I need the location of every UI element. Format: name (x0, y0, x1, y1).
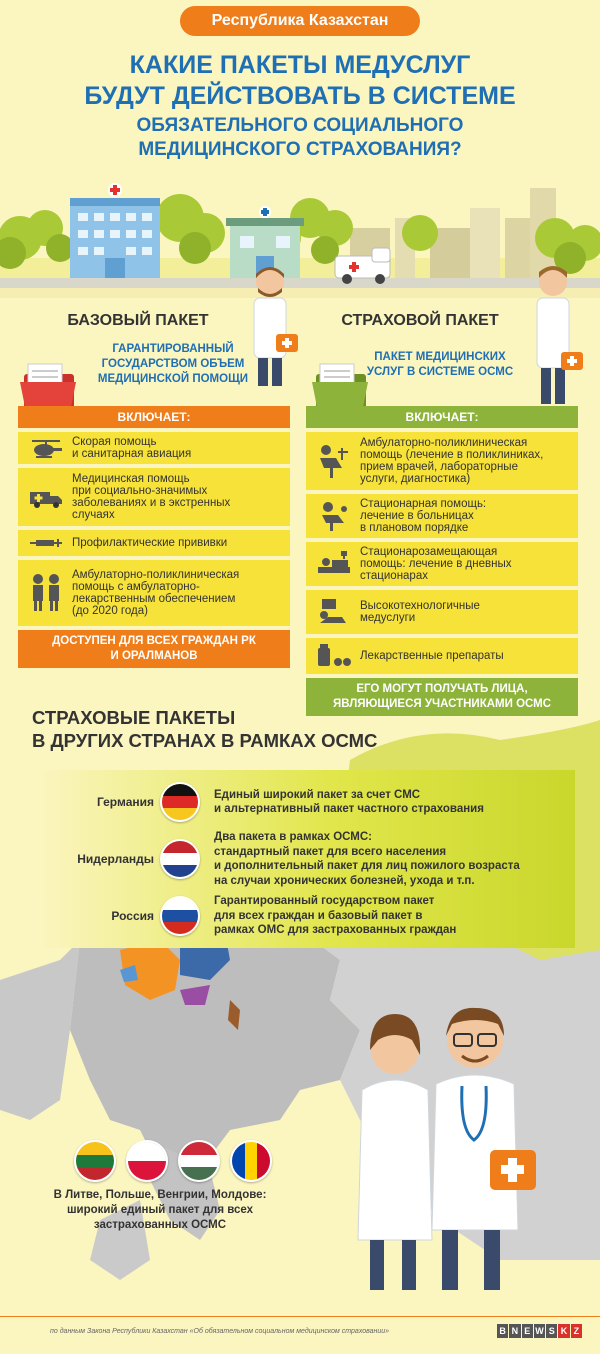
insured-item-high-tech: Высокотехнологичные медуслуги (306, 590, 578, 634)
basic-package-title: БАЗОВЫЙ ПАКЕТ (67, 312, 209, 329)
russia-flag-icon (160, 896, 200, 936)
country-name: Россия (111, 909, 154, 923)
medical-equipment-icon (316, 597, 352, 627)
city-illustration (0, 178, 600, 298)
medicine-icon (316, 644, 352, 668)
region-badge: Республика Казахстан (180, 6, 420, 36)
basic-item-outpatient: Амбулаторно-поликлиническая помощь с амбулаторно- лекарственным обеспечением (до 2020 года) (18, 560, 290, 626)
country-name: Нидерланды (77, 852, 154, 866)
country-description: Единый широкий пакет за счет СМС и альтернативный пакет частного страхования (214, 788, 484, 815)
doctors-illustration (350, 1000, 540, 1300)
country-description: Два пакета в рамках ОСМС: стандартный пакет для всего населения и дополнительный пакет для лиц пожилого возраста на случаи хронических болезней, ухода и т.п. (214, 831, 520, 887)
country-name: Германия (96, 795, 154, 809)
basic-includes-header: ВКЛЮЧАЕТ: (18, 406, 290, 428)
page-title: КАКИЕ ПАКЕТЫ МЕДУСЛУГ БУДУТ ДЕЙСТВОВАТЬ В СИСТЕМЕ (84, 51, 516, 110)
insured-includes-header: ВКЛЮЧАЕТ: (306, 406, 578, 428)
footer-divider (0, 1316, 600, 1317)
basic-item-vaccination: Профилактические прививки (18, 530, 290, 556)
netherlands-flag-icon (160, 839, 200, 879)
insured-eligibility-note: ЕГО МОГУТ ПОЛУЧАТЬ ЛИЦА, ЯВЛЯЮЩИЕСЯ УЧАСТНИКАМИ ОСМС (306, 678, 578, 716)
basic-package-subtitle: ГАРАНТИРОВАННЫЙ ГОСУДАРСТВОМ ОБЪЕМ МЕДИЦИНСКОЙ ПОМОЩИ (97, 343, 249, 385)
hospital-bed-icon (316, 549, 352, 579)
ambulance-icon (28, 486, 64, 508)
country-row-germany (44, 780, 574, 824)
syringe-icon (28, 536, 64, 550)
page-subtitle: ОБЯЗАТЕЛЬНОГО СОЦИАЛЬНОГО МЕДИЦИНСКОГО СТРАХОВАНИЯ? (136, 115, 464, 160)
insured-package-subtitle: ПАКЕТ МЕДИЦИНСКИХ УСЛУГ В СИСТЕМЕ ОСМС (366, 351, 514, 378)
basic-availability-note: ДОСТУПЕН ДЛЯ ВСЕХ ГРАЖДАН РК И ОРАЛМАНОВ (18, 630, 290, 668)
moldova-flag-icon (230, 1140, 272, 1182)
other-countries-note: В Литве, Польше, Венгрии, Молдове: широкий единый пакет для всех застрахованных ОСМС (53, 1189, 267, 1231)
country-description: Гарантированный государством пакет для всех граждан и базовый пакет в рамках ОМС для застрахованных граждан (214, 895, 457, 937)
insured-package-box (306, 406, 578, 716)
insured-item-medicines: Лекарственные препараты (306, 638, 578, 674)
insured-item-inpatient: Стационарная помощь: лечение в больницах в плановом порядке (306, 494, 578, 538)
hospital-chair-icon (316, 501, 352, 531)
source-note: по данным Закона Республики Казахстан «Об обязательном социальном медицинском страховании» (50, 1328, 390, 1335)
insured-package-title: СТРАХОВОЙ ПАКЕТ (341, 312, 499, 329)
germany-flag-icon (160, 782, 200, 822)
lithuania-flag-icon (74, 1140, 116, 1182)
bnews-logo: B N E W S K Z (497, 1324, 583, 1338)
country-row-netherlands (44, 831, 574, 887)
small-flags (74, 1140, 272, 1182)
country-row-russia (44, 894, 574, 938)
insured-item-day-hospital: Стационарозамещающая помощь: лечение в дневных стационарах (306, 542, 578, 586)
insured-item-outpatient: Амбулаторно-поликлиническая помощь (лечение в поликлиниках, прием врачей, лабораторные услуги, диагностика) (306, 432, 578, 490)
helicopter-icon (28, 437, 64, 459)
poland-flag-icon (126, 1140, 168, 1182)
dentist-chair-icon (316, 444, 352, 478)
other-countries-title: СТРАХОВЫЕ ПАКЕТЫ В ДРУГИХ СТРАНАХ В РАМКАХ ОСМС (32, 707, 378, 751)
basic-item-social-diseases: Медицинская помощь при социально-значимых заболеваниях и в экстренных случаях (18, 468, 290, 526)
basic-item-ambulance: Скорая помощь и санитарная авиация (18, 432, 290, 464)
hungary-flag-icon (178, 1140, 220, 1182)
basic-package-box (18, 406, 290, 668)
doctor-patient-icon (28, 573, 64, 613)
